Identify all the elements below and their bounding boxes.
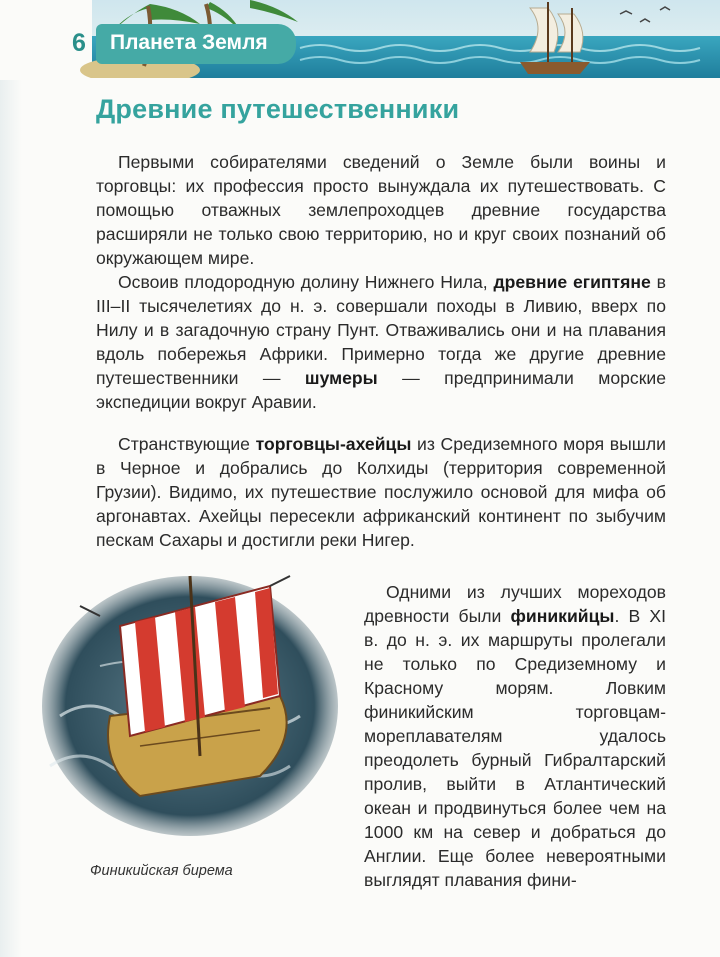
- paragraph-2-text: в III–II тысячелетиях до н. э. совершали походы в Ливию, вверх по Нилу и в загадочную страну Пунт. Отваживались они и на плавания вдоль побережья Африки. Примерно тогда же другие древние путешественники —: [96, 272, 666, 388]
- paragraph-2: [96, 270, 666, 414]
- paragraph-2-text: — предпринимали морские экспедиции вокруг Аравии.: [96, 368, 666, 412]
- article-heading: Древние путешественники: [96, 94, 460, 124]
- section-title: Планета Земля: [110, 31, 268, 54]
- paragraph-3-text: Странствующие: [118, 434, 256, 454]
- term-sumerians: шумеры: [304, 368, 378, 388]
- paragraph-4: [364, 580, 666, 892]
- term-egyptians: древние египтяне: [493, 272, 651, 292]
- page-number: 6: [72, 29, 86, 57]
- paragraph-2-text: Освоив плодородную долину Нижнего Нила,: [118, 272, 494, 292]
- paragraph-4-text: Одними из лучших мореходов древности были: [364, 582, 666, 626]
- bireme-illustration: [40, 566, 340, 856]
- figure-caption: Финикийская бирема: [90, 863, 233, 879]
- paragraph-3: [96, 432, 666, 552]
- page-margin-shade: [0, 80, 22, 957]
- paragraph-3-text: из Средиземного моря вышли в Черное и добрались до Колхиды (территория современной Грузии). Видимо, их путешествие послужило основой для мифа об аргонавтах. Ахейцы пересекли африканский континент по зыбучим пескам Сахары и достигли реки Нигер.: [96, 434, 666, 550]
- term-achaeans: торговцы-ахейцы: [255, 434, 412, 454]
- term-phoenicians: финикийцы: [510, 606, 615, 626]
- paragraph-4-text: . В XI в. до н. э. их маршруты пролегали не только по Средиземному и Красному морям. Ловким финикийским торговцам-мореплавателям удалось преодолеть бурный Гибралтарский пролив, выйти в Атлантический океан и продвинуться более чем на 1000 км на север и добраться до Англии. Еще более невероятными выглядят плавания фини-: [364, 606, 666, 890]
- paragraph-1: Первыми собирателями сведений о Земле были воины и торговцы: их профессия просто вынуждала их путешествовать. С помощью отважных землепроходцев древние государства расширяли не только свою территорию, но и круг своих познаний об окружающем мире.: [96, 152, 666, 268]
